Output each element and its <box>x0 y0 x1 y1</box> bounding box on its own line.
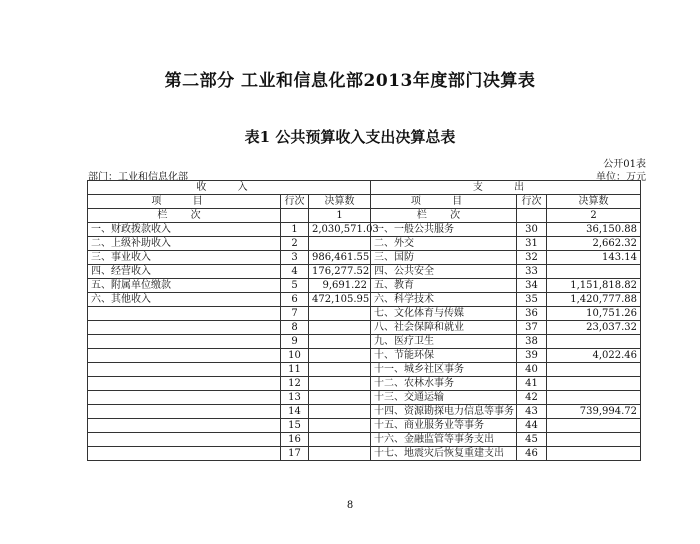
income-rowno-cell: 2 <box>281 237 309 251</box>
income-amount-cell <box>309 321 371 335</box>
income-rowno-cell: 17 <box>281 447 309 461</box>
income-item-cell <box>88 377 281 391</box>
expense-item-cell: 二、外交 <box>371 237 517 251</box>
expense-amount-cell <box>547 335 641 349</box>
header-row-sections <box>88 181 641 195</box>
form-code: 公开01表 <box>603 159 646 170</box>
table-row <box>88 391 641 405</box>
expense-amount-header: 决算数 <box>547 195 641 209</box>
income-item-header: 项 目 <box>88 195 281 209</box>
table-row <box>88 321 641 335</box>
table-row <box>88 377 641 391</box>
expense-item-cell: 十四、资源勘探电力信息等事务 <box>371 405 517 419</box>
expense-item-cell: 十六、金融监管等事务支出 <box>371 433 517 447</box>
table-row <box>88 433 641 447</box>
header-row-columns <box>88 195 641 209</box>
income-column-label: 栏 次 <box>88 209 281 223</box>
income-rowno-cell: 1 <box>281 223 309 237</box>
income-amount-cell: 2,030,571.03 <box>309 223 371 237</box>
income-rowno-cell: 12 <box>281 377 309 391</box>
expense-item-cell: 五、教育 <box>371 279 517 293</box>
expense-amount-cell <box>547 363 641 377</box>
income-item-cell <box>88 405 281 419</box>
income-amount-cell <box>309 419 371 433</box>
expense-amount-cell <box>547 265 641 279</box>
expense-amount-cell: 23,037.32 <box>547 321 641 335</box>
income-item-cell <box>88 363 281 377</box>
expense-rowno-cell: 39 <box>517 349 547 363</box>
income-amount-cell <box>309 363 371 377</box>
income-item-cell <box>88 335 281 349</box>
expense-item-cell: 八、社会保障和就业 <box>371 321 517 335</box>
expense-amount-cell: 1,420,777.88 <box>547 293 641 307</box>
income-amount-cell <box>309 237 371 251</box>
expense-rowno-cell: 41 <box>517 377 547 391</box>
expense-header: 支 出 <box>371 181 641 195</box>
expense-rowno-cell: 34 <box>517 279 547 293</box>
income-rowno-cell: 4 <box>281 265 309 279</box>
table-row <box>88 265 641 279</box>
expense-rowno-cell: 44 <box>517 419 547 433</box>
income-item-cell: 五、附属单位缴款 <box>88 279 281 293</box>
income-amount-cell <box>309 377 371 391</box>
income-amount-cell <box>309 349 371 363</box>
expense-rowno-cell: 37 <box>517 321 547 335</box>
table-row <box>88 251 641 265</box>
expense-amount-cell <box>547 391 641 405</box>
income-amount-cell <box>309 405 371 419</box>
expense-rowno-cell: 42 <box>517 391 547 405</box>
expense-amount-cell <box>547 419 641 433</box>
income-item-cell: 三、事业收入 <box>88 251 281 265</box>
expense-rowno-cell: 46 <box>517 447 547 461</box>
income-rowno-cell: 8 <box>281 321 309 335</box>
expense-amount-cell: 143.14 <box>547 251 641 265</box>
page-number: 8 <box>346 500 354 511</box>
income-rowno-cell: 14 <box>281 405 309 419</box>
expense-item-cell: 十七、地震灾后恢复重建支出 <box>371 447 517 461</box>
expense-amount-cell: 10,751.26 <box>547 307 641 321</box>
unit-label: 单位：万元 <box>596 172 646 183</box>
expense-item-cell: 十三、交通运输 <box>371 391 517 405</box>
expense-column-number: 2 <box>547 209 641 223</box>
income-item-cell <box>88 391 281 405</box>
expense-amount-cell: 1,151,818.82 <box>547 279 641 293</box>
table-row <box>88 349 641 363</box>
income-amount-cell <box>309 447 371 461</box>
income-item-cell: 六、其他收入 <box>88 293 281 307</box>
expense-item-cell: 九、医疗卫生 <box>371 335 517 349</box>
expense-rowno-cell: 31 <box>517 237 547 251</box>
income-amount-cell: 9,691.22 <box>309 279 371 293</box>
income-rowno-cell: 13 <box>281 391 309 405</box>
income-amount-cell <box>309 433 371 447</box>
income-amount-cell <box>309 391 371 405</box>
expense-item-cell: 七、文化体育与传媒 <box>371 307 517 321</box>
income-amount-header: 决算数 <box>309 195 371 209</box>
expense-rowno-cell: 40 <box>517 363 547 377</box>
income-item-cell <box>88 447 281 461</box>
expense-item-cell: 一、一般公共服务 <box>371 223 517 237</box>
expense-rowno-cell: 45 <box>517 433 547 447</box>
expense-item-cell: 四、公共安全 <box>371 265 517 279</box>
table-row <box>88 237 641 251</box>
income-item-cell: 一、财政拨款收入 <box>88 223 281 237</box>
table-row <box>88 419 641 433</box>
income-column-number: 1 <box>309 209 371 223</box>
expense-item-header: 项 目 <box>371 195 517 209</box>
income-amount-cell <box>309 307 371 321</box>
income-rowno-cell: 5 <box>281 279 309 293</box>
income-item-cell <box>88 307 281 321</box>
expense-amount-cell <box>547 377 641 391</box>
expense-amount-cell <box>547 433 641 447</box>
income-rowno-cell: 6 <box>281 293 309 307</box>
table-title: 表1 公共预算收入支出决算总表 <box>244 128 456 146</box>
table-row <box>88 293 641 307</box>
income-rowno-header: 行次 <box>281 195 309 209</box>
table-row <box>88 363 641 377</box>
income-rowno-cell: 11 <box>281 363 309 377</box>
income-item-cell <box>88 433 281 447</box>
income-rowno-cell: 15 <box>281 419 309 433</box>
table-row <box>88 223 641 237</box>
expense-amount-cell: 36,150.88 <box>547 223 641 237</box>
expense-amount-cell <box>547 447 641 461</box>
income-rowno-cell: 7 <box>281 307 309 321</box>
expense-amount-cell: 2,662.32 <box>547 237 641 251</box>
expense-item-cell: 十一、城乡社区事务 <box>371 363 517 377</box>
expense-item-cell: 十五、商业服务业等事务 <box>371 419 517 433</box>
expense-rowno-cell: 30 <box>517 223 547 237</box>
expense-rowno-cell: 32 <box>517 251 547 265</box>
income-item-cell <box>88 419 281 433</box>
expense-item-cell: 三、国防 <box>371 251 517 265</box>
expense-rowno-cell: 43 <box>517 405 547 419</box>
income-amount-cell: 176,277.52 <box>309 265 371 279</box>
department-label: 部门：工业和信息化部 <box>88 172 188 183</box>
income-amount-cell: 986,461.55 <box>309 251 371 265</box>
document-title: 第二部分 工业和信息化部2013年度部门决算表 <box>164 71 536 91</box>
income-item-cell: 四、经营收入 <box>88 265 281 279</box>
expense-rowno-cell: 35 <box>517 293 547 307</box>
expense-item-cell: 十、节能环保 <box>371 349 517 363</box>
budget-table <box>87 180 641 461</box>
table-row <box>88 279 641 293</box>
income-item-cell: 二、上级补助收入 <box>88 237 281 251</box>
expense-column-label: 栏 次 <box>371 209 517 223</box>
table-row <box>88 335 641 349</box>
expense-rowno-cell: 38 <box>517 335 547 349</box>
expense-amount-cell: 4,022.46 <box>547 349 641 363</box>
income-column-blank <box>281 209 309 223</box>
income-rowno-cell: 3 <box>281 251 309 265</box>
expense-rowno-cell: 36 <box>517 307 547 321</box>
income-rowno-cell: 9 <box>281 335 309 349</box>
income-header: 收 入 <box>88 181 371 195</box>
income-amount-cell: 472,105.95 <box>309 293 371 307</box>
expense-rowno-header: 行次 <box>517 195 547 209</box>
income-item-cell <box>88 321 281 335</box>
expense-item-cell: 六、科学技术 <box>371 293 517 307</box>
income-rowno-cell: 16 <box>281 433 309 447</box>
expense-rowno-cell: 33 <box>517 265 547 279</box>
expense-column-blank <box>517 209 547 223</box>
income-rowno-cell: 10 <box>281 349 309 363</box>
income-amount-cell <box>309 335 371 349</box>
income-item-cell <box>88 349 281 363</box>
table-row <box>88 405 641 419</box>
expense-item-cell: 十二、农林水事务 <box>371 377 517 391</box>
expense-amount-cell: 739,994.72 <box>547 405 641 419</box>
header-row-column-index <box>88 209 641 223</box>
table-row <box>88 307 641 321</box>
table-row <box>88 447 641 461</box>
